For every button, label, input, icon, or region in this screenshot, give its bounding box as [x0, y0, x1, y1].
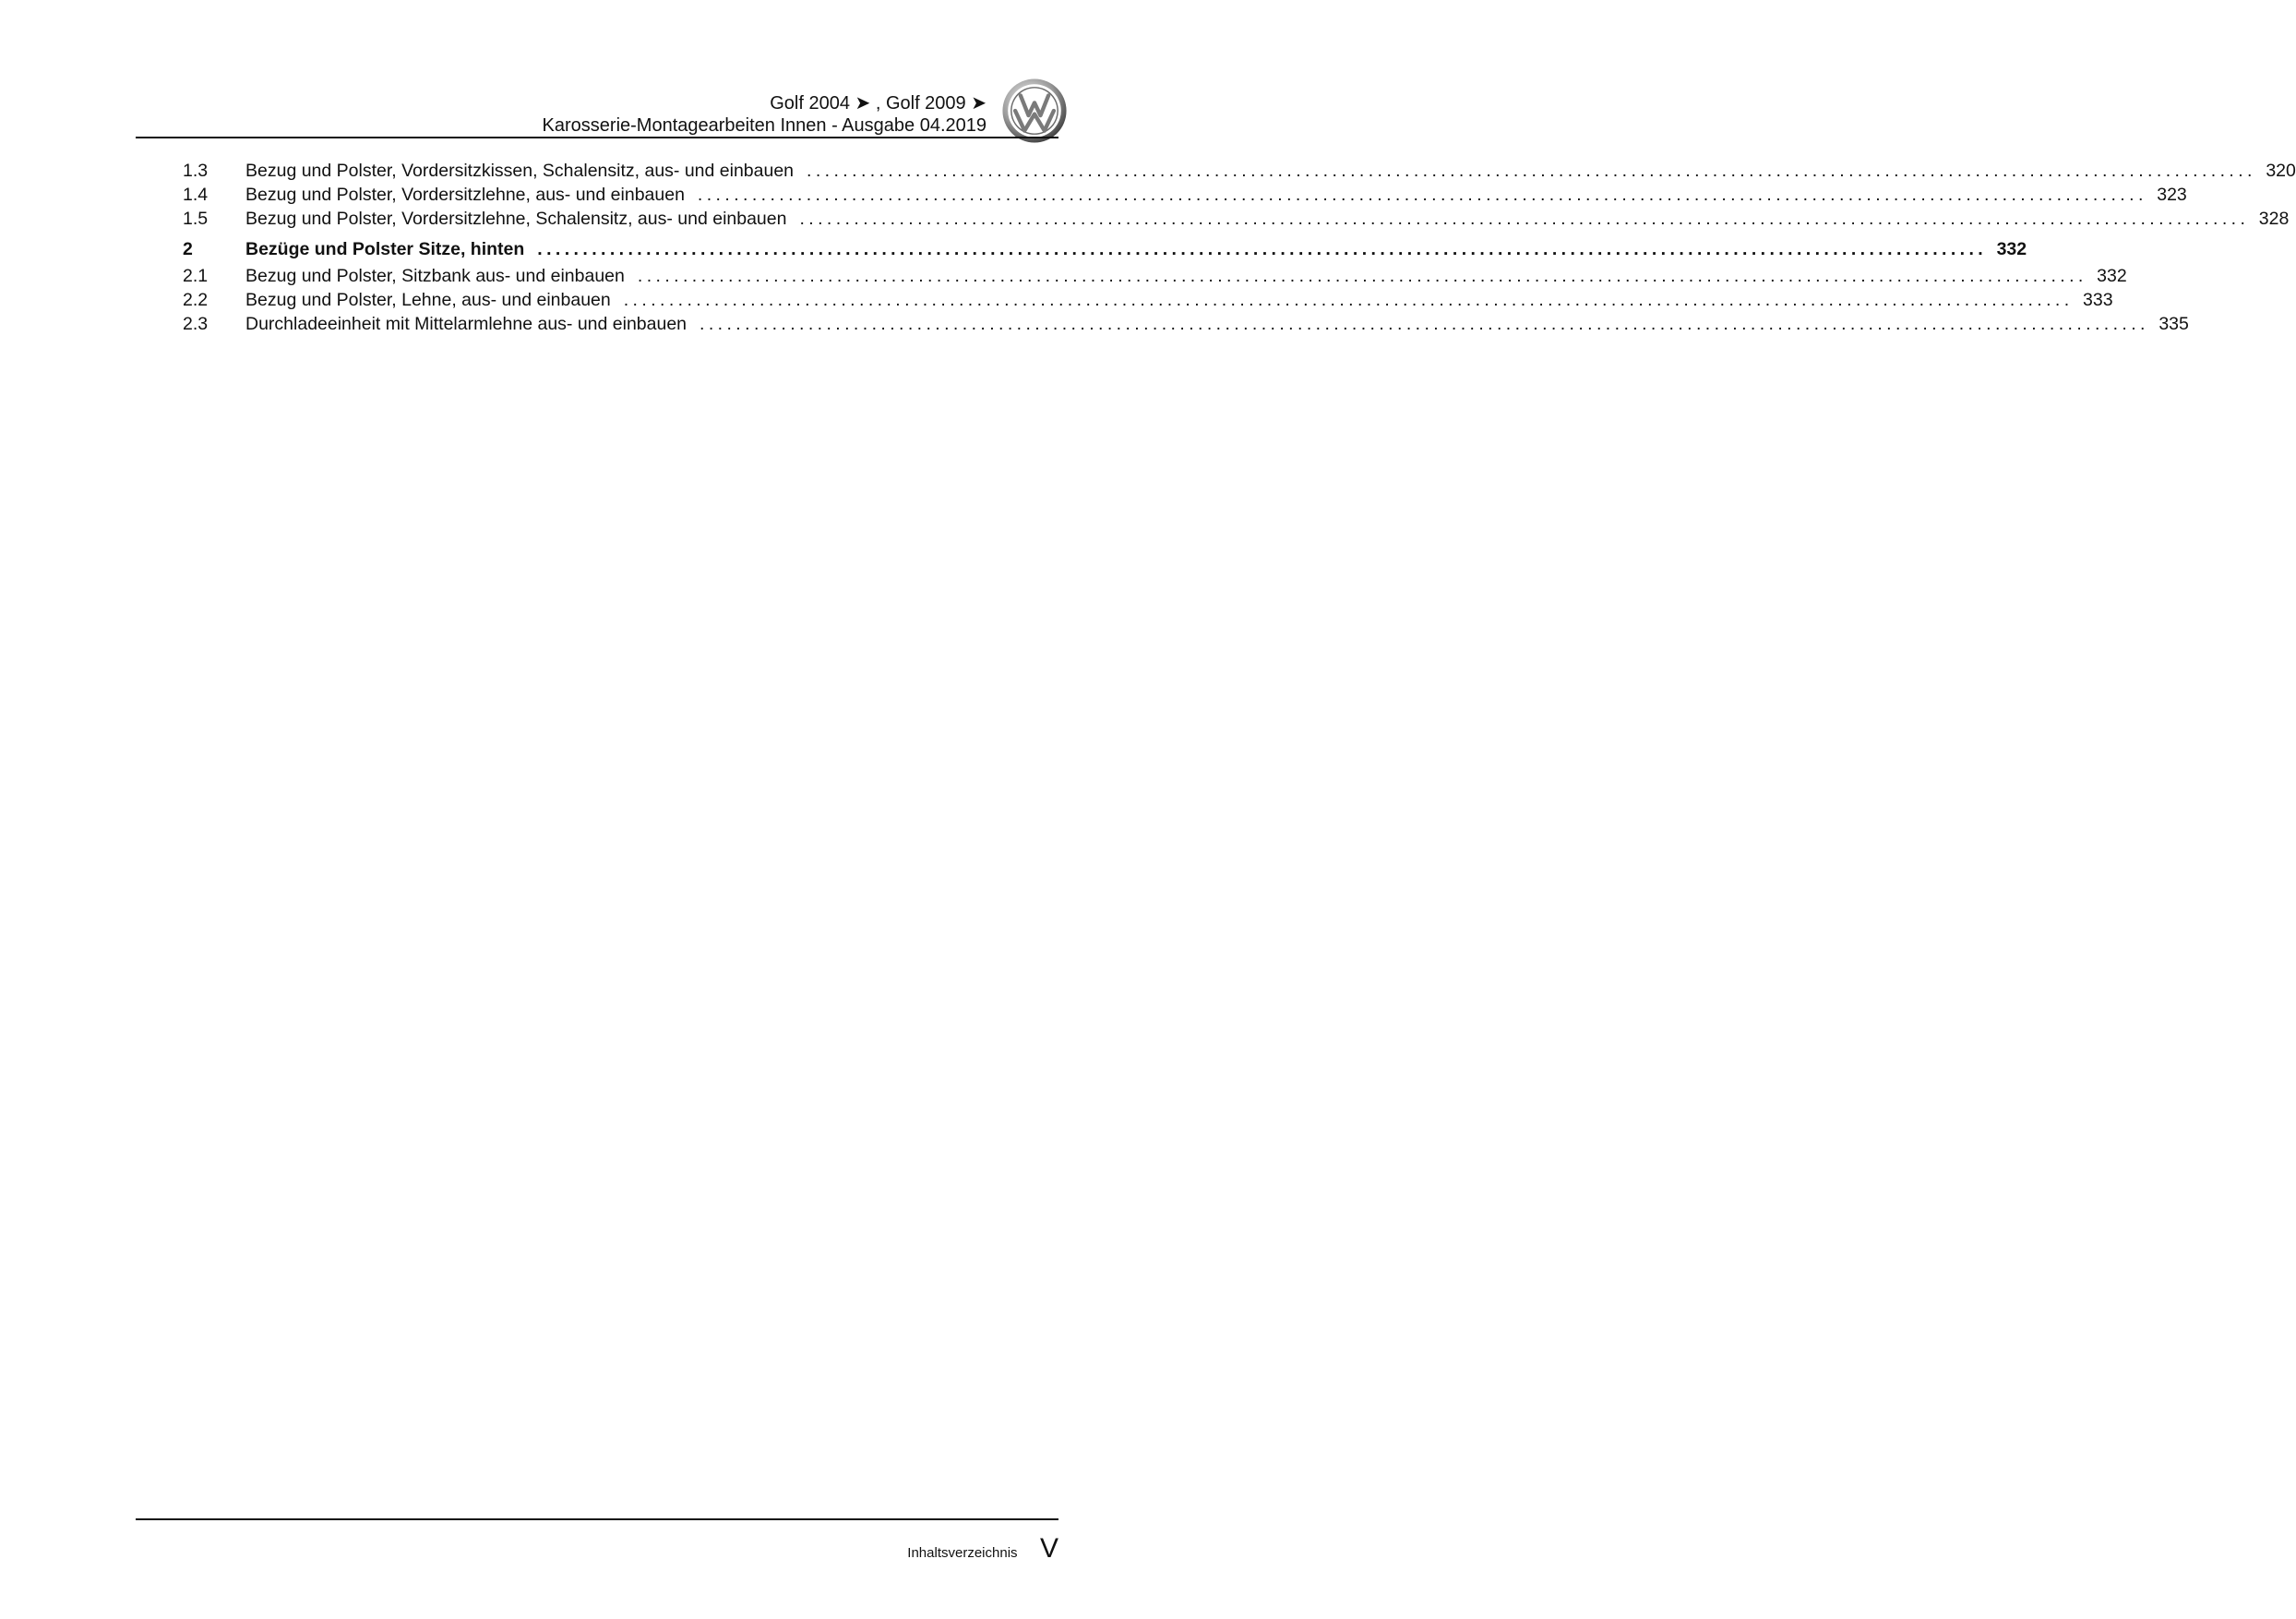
- toc-entry[interactable]: [183, 207, 2290, 231]
- toc-dot-leader: ................................................................................................................................................................: [697, 185, 2147, 205]
- toc-entry-title: Bezug und Polster, Vordersitzlehne, Schalensitz, aus- und einbauen: [245, 209, 787, 229]
- table-of-contents: [183, 159, 2296, 336]
- toc-entry-title: Bezüge und Polster Sitze, hinten: [245, 239, 525, 259]
- toc-entry[interactable]: [183, 159, 2296, 183]
- header-manual-line: Karosserie-Montagearbeiten Innen - Ausgabe 04.2019: [542, 115, 987, 136]
- toc-entry-title: Bezug und Polster, Vordersitzlehne, aus- und einbauen: [245, 185, 685, 205]
- toc-entry-number: 1.3: [183, 161, 209, 181]
- toc-entry-page: 335: [2158, 314, 2189, 334]
- toc-entry-number: 1.5: [183, 209, 209, 229]
- toc-entry-title: Bezug und Polster, Lehne, aus- und einbauen: [245, 290, 611, 310]
- page-header: [136, 78, 1058, 138]
- toc-entry[interactable]: [183, 183, 2187, 207]
- toc-entry-number: 1.4: [183, 185, 209, 205]
- toc-entry-page: 328: [2258, 209, 2290, 229]
- toc-entry-page: 320: [2266, 161, 2296, 181]
- toc-entry-title: Durchladeeinheit mit Mittelarmlehne aus- und einbauen: [245, 314, 688, 334]
- toc-entry-page: 332: [1996, 239, 2027, 259]
- toc-entry-page: 333: [2083, 290, 2113, 310]
- footer-text: [907, 1533, 1058, 1565]
- toc-dot-leader: ................................................................................................................................................................: [700, 314, 2149, 334]
- toc-entry-number: 2: [183, 239, 193, 259]
- toc-dot-leader: ................................................................................................................................................................: [807, 161, 2256, 181]
- vw-logo-icon: [1001, 78, 1068, 144]
- toc-entry[interactable]: [183, 231, 2027, 264]
- toc-entry-page: 323: [2157, 185, 2187, 205]
- toc-dot-leader: ................................................................................................................................................................: [799, 209, 2250, 229]
- toc-entry-number: 2.1: [183, 266, 209, 286]
- footer-section-label: Inhaltsverzeichnis: [907, 1545, 1018, 1561]
- toc-entry-number: 2.3: [183, 314, 209, 334]
- toc-entry-page: 332: [2097, 266, 2127, 286]
- header-models-line: Golf 2004 ➤ , Golf 2009 ➤: [770, 93, 987, 114]
- toc-entry[interactable]: [183, 264, 2127, 288]
- toc-entry-title: Bezug und Polster, Vordersitzkissen, Schalensitz, aus- und einbauen: [245, 161, 795, 181]
- toc-entry-number: 2.2: [183, 290, 209, 310]
- footer-rule: [136, 1518, 1058, 1520]
- toc-entry-title: Bezug und Polster, Sitzbank aus- und einbauen: [245, 266, 625, 286]
- header-rule: [136, 137, 1058, 138]
- toc-entry[interactable]: [183, 312, 2189, 336]
- toc-dot-leader: ................................................................................................................................................................: [637, 266, 2087, 286]
- toc-entry[interactable]: [183, 288, 2113, 312]
- header-text: [543, 92, 987, 137]
- toc-dot-leader: ................................................................................................................................................................: [623, 290, 2074, 310]
- footer-page-number: V: [1039, 1533, 1058, 1564]
- page-footer: [136, 1518, 1058, 1564]
- toc-dot-leader: ................................................................................................................................................................: [537, 239, 1988, 259]
